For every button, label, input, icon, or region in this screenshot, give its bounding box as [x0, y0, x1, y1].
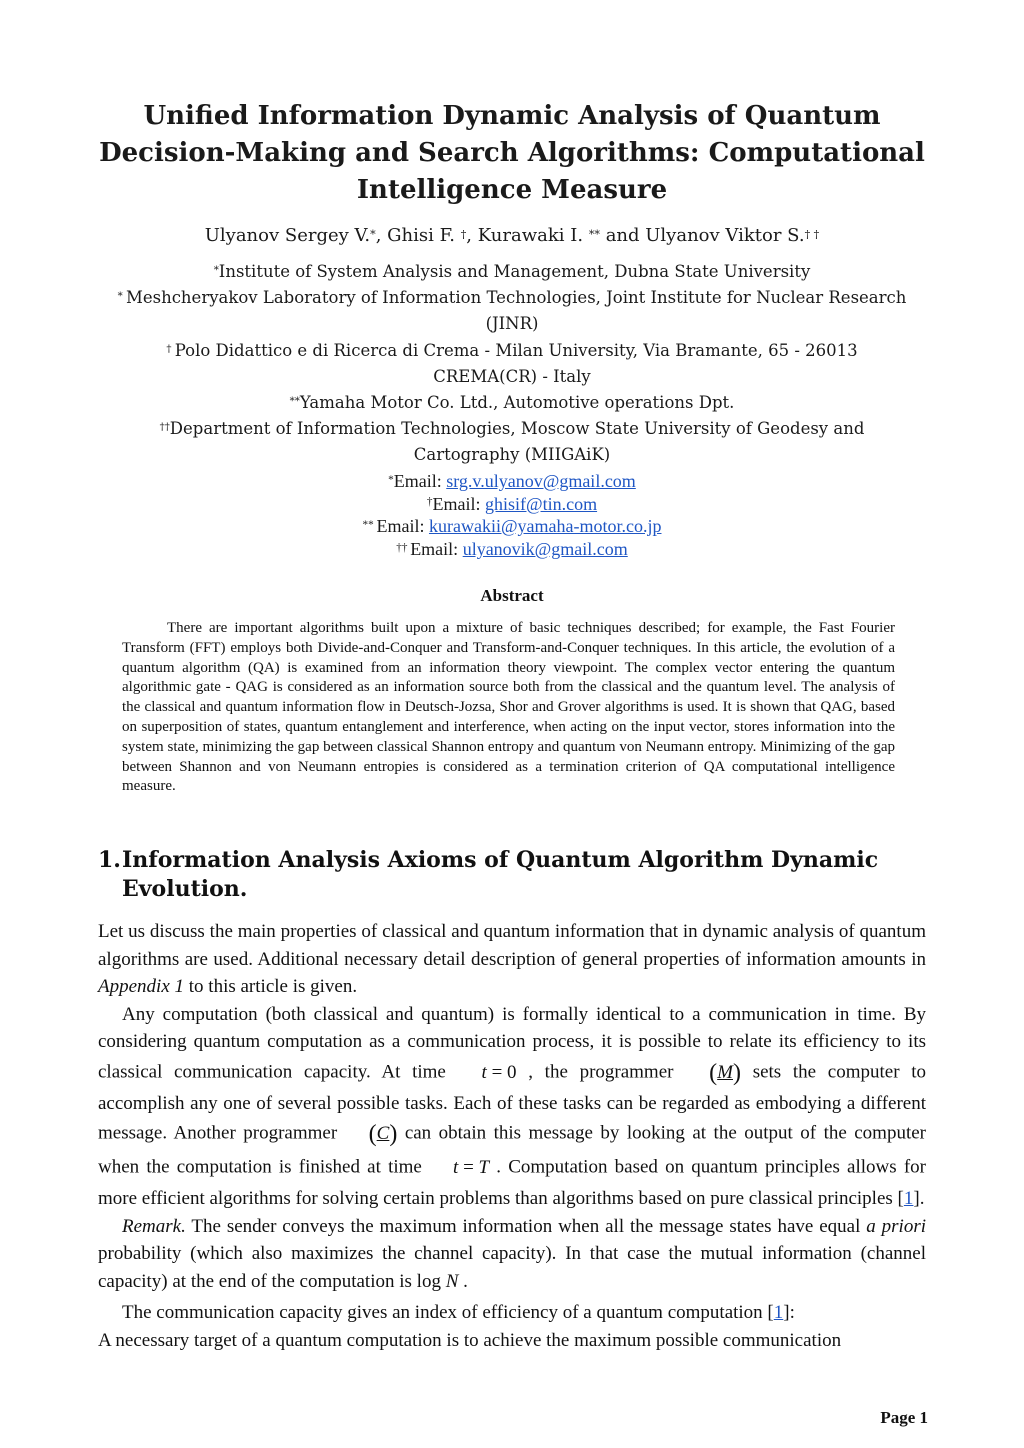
- math-symbol-m: M: [717, 1061, 733, 1083]
- remark-label: Remark.: [122, 1215, 186, 1237]
- text-run: .: [458, 1270, 468, 1292]
- math-programmer-m: (M): [709, 1059, 741, 1086]
- affiliation-mark: *: [117, 291, 126, 303]
- affiliation-line: [80, 338, 944, 364]
- math-eq: =: [458, 1157, 479, 1178]
- text-run: Let us discuss the main properties of classical and quantum information that in dynamic analysis of quantum algorithms are used. Additional necessary detail description of general properties of information amounts in: [98, 921, 926, 970]
- citation-link[interactable]: 1: [903, 1188, 914, 1209]
- affiliation-text: Department of Information Technologies, Moscow State University of Geodesy and: [169, 419, 865, 439]
- math-time-t: [429, 1151, 489, 1185]
- email-line: [80, 538, 944, 561]
- affiliation-text: Yamaha Motor Co. Ltd., Automotive operations Dpt.: [299, 393, 735, 413]
- affiliation-mark: ††: [159, 422, 170, 434]
- affiliation-text: CREMA(CR) - Italy: [433, 366, 591, 386]
- affiliation-mark: *: [213, 264, 219, 276]
- text-run: to this article is given.: [184, 976, 358, 997]
- email-link[interactable]: ghisif@tin.com: [485, 493, 598, 514]
- paragraph-1: [98, 918, 926, 1001]
- affiliation-text: (JINR): [485, 314, 539, 334]
- affiliation-line: [80, 442, 944, 468]
- abstract-heading: Abstract: [480, 586, 544, 605]
- affiliation-text: Institute of System Analysis and Management, Dubna State University: [218, 262, 811, 281]
- email-line: [80, 515, 944, 538]
- text-run: The communication capacity gives an index of efficiency of a quantum computation [: [122, 1302, 774, 1323]
- math-eq: = 0: [486, 1061, 517, 1083]
- affiliation-mark: **: [289, 396, 300, 407]
- email-link[interactable]: srg.v.ulyanov@gmail.com: [446, 471, 636, 491]
- abstract-text: There are important algorithms built upon a mixture of basic techniques described; for example, the Fast Fourier Transform (FFT) employs both Divide-and-Conquer and Transform-and-Conquer techniques. In this article, the evolution of a quantum algorithm (QA) is examined from an information theory viewpoint. The complex vector entering the quantum algorithmic gate - QAG is considered as an information source both from the classical and the quantum level. The analysis of the classical and quantum information flow in Deutsch-Jozsa, Shor and Grover algorithms is used. It is shown that QAG, based on superposition of states, quantum entanglement and interference, when acting on the input vector, stores information into the system state, minimizing the gap between classical Shannon entropy and quantum von Neumann entropy. Minimizing of the gap between Shannon and von Neumann entropies is considered as a termination criterion of QA computational intelligence measure.: [122, 620, 895, 795]
- section-title: Information Analysis Axioms of Quantum Algorithm Dynamic Evolution.: [122, 847, 879, 902]
- text-run: probability (which also maximizes the channel capacity). In that case the mutual information (channel capacity) at the end of the computation is: [98, 1243, 926, 1292]
- section-number: 1.: [98, 847, 121, 873]
- page-number: Page 1: [880, 1408, 928, 1427]
- email-line: [80, 470, 944, 493]
- text-run: Any computation (both classical and quantum) is formally identical to a communication in time. By considering quantum computation as a communication process, it is possible to relate its efficiency to its classical communication capacity. At time: [98, 1003, 926, 1082]
- author-4: and Ulyanov Viktor S.: [599, 225, 805, 246]
- affiliation-line: [80, 285, 944, 311]
- affiliation-line: [80, 364, 944, 390]
- title-line-3: Intelligence Measure: [356, 175, 668, 205]
- email-mark: †: [426, 496, 433, 509]
- email-link[interactable]: kurawakii@yamaha-motor.co.jp: [428, 516, 662, 537]
- affiliation-text: Cartography (MIIGAiK): [413, 445, 611, 465]
- affiliation-line: [80, 259, 944, 285]
- author-1: Ulyanov Sergey V.: [204, 225, 371, 246]
- text-run: ].: [913, 1188, 925, 1209]
- email-mark: ††: [396, 541, 411, 554]
- author-4-mark: † †: [804, 227, 820, 241]
- email-line: [80, 493, 944, 516]
- affiliations: [80, 259, 944, 469]
- email-label: Email:: [410, 538, 463, 559]
- affiliation-text: Polo Didattico e di Ricerca di Crema - Milan University, Via Bramante, 65 - 26013: [174, 340, 858, 360]
- email-mark: *: [388, 473, 394, 486]
- email-list: [80, 470, 944, 560]
- email-link[interactable]: ulyanovik@gmail.com: [462, 538, 628, 559]
- math-time-zero: [458, 1056, 517, 1090]
- affiliation-line: [80, 416, 944, 442]
- email-label: Email:: [432, 493, 485, 514]
- paper-title: [90, 98, 934, 209]
- author-list: [80, 222, 944, 250]
- author-2-mark: †: [460, 227, 467, 241]
- citation-link[interactable]: 1: [773, 1302, 784, 1323]
- paragraph-2: [98, 1001, 926, 1213]
- math-log-n: [417, 1271, 459, 1292]
- body-text: [98, 918, 926, 1354]
- math-var: t: [453, 1157, 459, 1178]
- math-var-t: T: [478, 1157, 490, 1178]
- author-1-mark: *: [370, 227, 376, 241]
- math-log: log: [416, 1270, 441, 1292]
- affiliation-mark: †: [166, 343, 175, 355]
- paragraph-4: [98, 1299, 926, 1327]
- math-programmer-c: (C): [368, 1121, 398, 1147]
- math-symbol-c: C: [376, 1123, 390, 1144]
- author-3-mark: **: [588, 227, 600, 241]
- paragraph-3: [98, 1213, 926, 1296]
- paragraph-5: A necessary target of a quantum computation is to achieve the maximum possible communication: [98, 1329, 842, 1351]
- affiliation-line: [80, 390, 944, 416]
- affiliation-line: [80, 311, 944, 337]
- text-run: sets the computer to accomplish any one of several possible tasks. Each of these tasks can be regarded as embodying a different message. Another programmer: [98, 1060, 927, 1144]
- email-label: Email:: [393, 471, 447, 491]
- appendix-reference: Appendix 1: [98, 976, 185, 997]
- email-mark: **: [362, 519, 377, 532]
- author-3: , Kurawaki I.: [466, 225, 589, 246]
- affiliation-text: Meshcheryakov Laboratory of Information Technologies, Joint Institute for Nuclear Research: [125, 288, 907, 308]
- email-label: Email:: [376, 516, 429, 537]
- math-var-n: N: [445, 1270, 459, 1292]
- text-run: can obtain this message by looking at the output of the computer when the computation is finished at time: [98, 1122, 926, 1178]
- text-run: , the programmer: [516, 1060, 686, 1082]
- a-priori-term: a priori: [866, 1215, 927, 1237]
- section-heading: [98, 846, 928, 904]
- math-var: t: [481, 1061, 487, 1083]
- text-run: . Computation based on quantum principles allows for more efficient algorithms for solving certain problems than algorithms based on pure classical principles [: [98, 1156, 927, 1209]
- text-run: ]:: [783, 1302, 795, 1323]
- author-2: , Ghisi F.: [375, 225, 461, 246]
- text-run: The sender conveys the maximum information when all the message states have equal: [185, 1215, 867, 1237]
- title-line-1: Unified Information Dynamic Analysis of Quantum: [143, 101, 881, 131]
- title-line-2: Decision-Making and Search Algorithms: Computational: [99, 138, 925, 168]
